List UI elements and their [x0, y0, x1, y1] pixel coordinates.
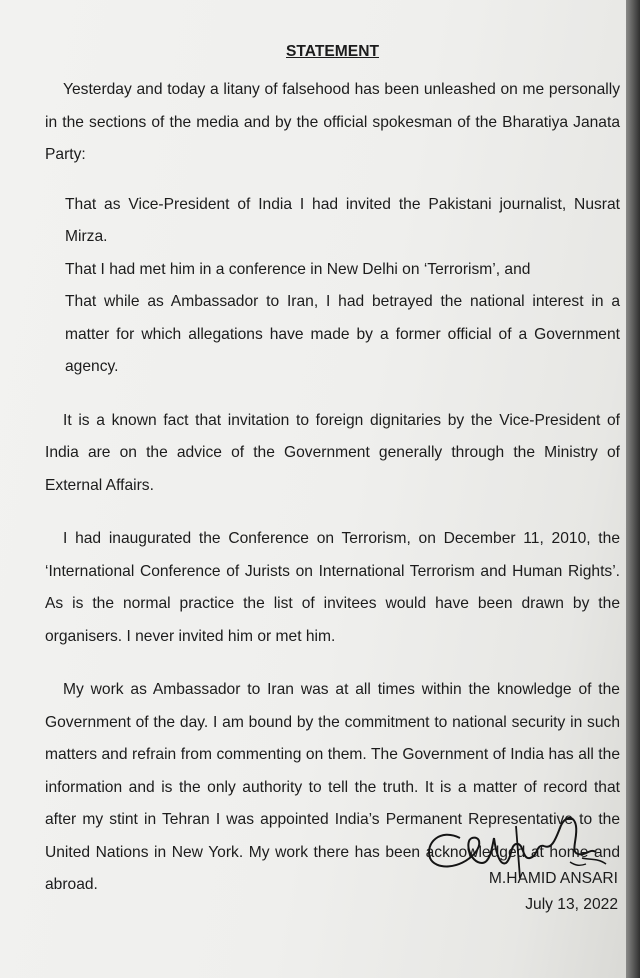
paragraph-invitation: It is a known fact that invitation to foreign dignitaries by the Vice-President of India are on the advice of the Government generally through the Ministry of External Affairs. — [45, 411, 620, 494]
allegations-list — [45, 189, 620, 384]
document-title: STATEMENT — [286, 43, 379, 60]
statement-date: July 13, 2022 — [525, 896, 618, 913]
paragraph-ambassador: My work as Ambassador to Iran was at all times within the knowledge of the Government of the day. I am bound by the commitment to national security in such matters and refrain from commenting on them. The Government of India has all the information and is the only authority to tell the truth. It is a matter of record that after my stint in Tehran I was appointed India’s Permanent Representative to the United Nations in New York. My work there has been acknowledged at home and abroad. — [45, 681, 620, 893]
page-edge-shadow — [626, 0, 640, 978]
statement-body — [45, 40, 620, 902]
intro-paragraph: Yesterday and today a litany of falsehood has been unleashed on me personally in the sections of the media and by the official spokesman of the Bharatiya Janata Party: — [45, 81, 620, 163]
allegation-item: That as Vice-President of India I had invited the Pakistani journalist, Nusrat Mirza. — [65, 195, 620, 245]
signatory-name: M.HAMID ANSARI — [488, 870, 618, 887]
paragraph-conference: I had inaugurated the Conference on Terrorism, on December 11, 2010, the ‘International Conference of Jurists on International Terrorism and Human Rights’. As is the normal practice the list of invitees would have been drawn by the organisers. I never invited him or met him. — [45, 530, 620, 645]
allegation-item: That while as Ambassador to Iran, I had betrayed the national interest in a matter for which allegations have made by a former official of a Government agency. — [65, 293, 620, 375]
signature-block — [489, 868, 618, 915]
allegation-item: That I had met him in a conference in New Delhi on ‘Terrorism’, and — [65, 260, 531, 278]
